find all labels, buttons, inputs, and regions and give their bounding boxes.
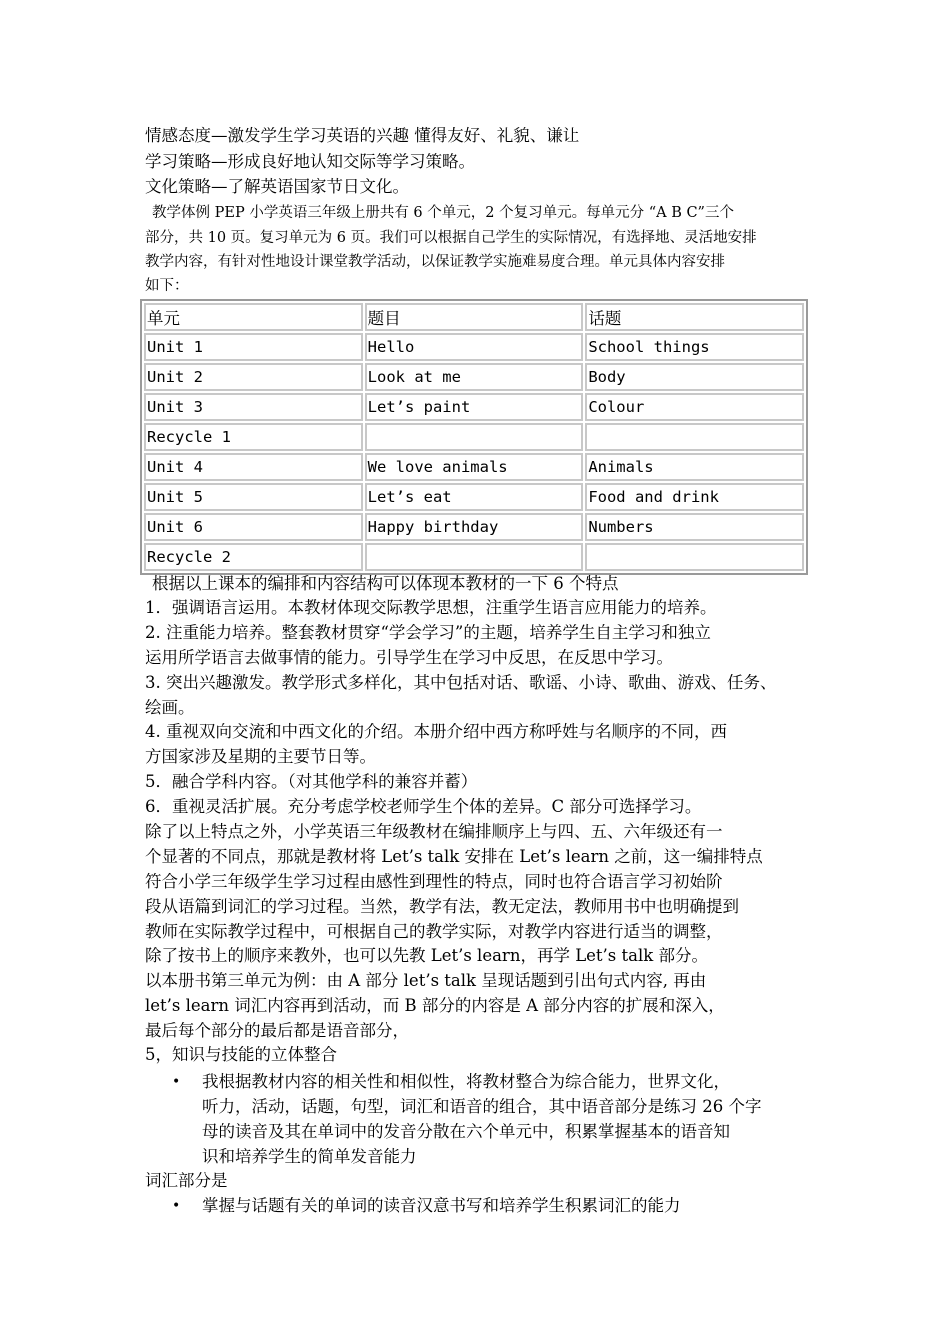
cell-unit: Unit 4	[144, 453, 363, 481]
table-row	[144, 483, 804, 511]
feature-line: 运用所学语言去做事情的能力。引导学生在学习中反思，在反思中学习。	[145, 648, 673, 667]
feature-line: 1．强调语言运用。本教材体现交际教学思想，注重学生语言应用能力的培养。	[145, 598, 717, 617]
bullet-icon: •	[172, 1198, 181, 1214]
para1-line-4: 如下：	[145, 278, 189, 294]
body-line: 除了以上特点之外，小学英语三年级教材在编排顺序上与四、五、六年级还有一	[145, 822, 723, 841]
cell-unit: Unit 5	[144, 483, 363, 511]
cell-unit: Unit 2	[144, 363, 363, 391]
bullet2-line-1: 掌握与话题有关的单词的读音汉意书写和培养学生积累词汇的能力	[202, 1196, 681, 1215]
body-line: 教师在实际教学过程中，可根据自己的教学实际，对教学内容进行适当的调整，	[145, 922, 723, 941]
table-row	[144, 423, 804, 451]
features-intro: 根据以上课本的编排和内容结构可以体现本教材的一下 6 个特点	[152, 574, 619, 593]
table-row	[144, 513, 804, 541]
cell-topic: Numbers	[585, 513, 804, 541]
header-title: 题目	[365, 303, 584, 331]
body-line: 符合小学三年级学生学习过程由感性到理性的特点，同时也符合语言学习初始阶	[145, 872, 723, 891]
feature-line: 3. 突出兴趣激发。教学形式多样化，其中包括对话、歌谣、小诗、歌曲、游戏、任务、	[145, 673, 777, 692]
body-line: 个显著的不同点，那就是教材将 Let’s talk 安排在 Let’s learn 之前，这一编排特点	[145, 847, 763, 866]
body-line: let’s learn 词汇内容再到活动，而 B 部分的内容是 A 部分内容的扩展和深入，	[145, 996, 725, 1015]
intro-line-2: 学习策略—形成良好地认知交际等学习策略。	[145, 152, 475, 171]
cell-topic: Food and drink	[585, 483, 804, 511]
section-heading: 5，知识与技能的立体整合	[145, 1045, 337, 1064]
cell-unit: Recycle 1	[144, 423, 363, 451]
cell-title: Hello	[365, 333, 584, 361]
cell-topic: Animals	[585, 453, 804, 481]
cell-title: Let’s eat	[365, 483, 584, 511]
feature-line: 2. 注重能力培养。整套教材贯穿“学会学习”的主题，培养学生自主学习和独立	[145, 623, 711, 642]
header-topic: 话题	[585, 303, 804, 331]
feature-line: 5．融合学科内容。（对其他学科的兼容并蓄）	[145, 772, 478, 791]
table-header-row	[144, 303, 804, 331]
header-unit: 单元	[144, 303, 363, 331]
intro-line-3: 文化策略—了解英语国家节日文化。	[145, 177, 409, 196]
para1-line-1: 教学体例 PEP 小学英语三年级上册共有 6 个单元，2 个复习单元。每单元分 “A B C”三个	[152, 205, 734, 221]
body-line: 以本册书第三单元为例：由 A 部分 let’s talk 呈现话题到引出句式内容, 再由	[145, 971, 707, 990]
cell-topic: School things	[585, 333, 804, 361]
cell-unit: Recycle 2	[144, 543, 363, 571]
bullet1-line-4: 识和培养学生的简单发音能力	[202, 1147, 417, 1166]
para1-line-2: 部分，共 10 页。复习单元为 6 页。我们可以根据自己学生的实际情况，有选择地、灵活地安排	[145, 230, 757, 246]
bullet-icon: •	[172, 1074, 181, 1090]
bullet1-line-1: 我根据教材内容的相关性和相似性，将教材整合为综合能力，世界文化，	[202, 1072, 730, 1091]
cell-topic	[585, 543, 804, 571]
table-row	[144, 333, 804, 361]
cell-title	[365, 543, 584, 571]
intro-line-1: 情感态度—激发学生学习英语的兴趣 懂得友好、礼貌、谦让	[145, 126, 580, 145]
feature-line: 方国家涉及星期的主要节日等。	[145, 747, 376, 766]
cell-title	[365, 423, 584, 451]
table-row	[144, 363, 804, 391]
feature-line: 4. 重视双向交流和中西文化的介绍。本册介绍中西方称呼姓与名顺序的不同，西	[145, 722, 727, 741]
cell-topic: Body	[585, 363, 804, 391]
vocab-heading: 词汇部分是	[145, 1171, 228, 1190]
feature-line: 绘画。	[145, 698, 195, 717]
body-line: 段从语篇到词汇的学习过程。当然，教学有法，教无定法，教师用书中也明确提到	[145, 897, 739, 916]
cell-topic: Colour	[585, 393, 804, 421]
cell-unit: Unit 1	[144, 333, 363, 361]
unit-table	[140, 299, 808, 575]
table-row	[144, 453, 804, 481]
cell-topic	[585, 423, 804, 451]
cell-unit: Unit 6	[144, 513, 363, 541]
cell-title: Look at me	[365, 363, 584, 391]
bullet1-line-2: 听力，活动，话题，句型，词汇和语音的组合，其中语音部分是练习 26 个字	[202, 1097, 762, 1116]
cell-title: Let’s paint	[365, 393, 584, 421]
cell-title: Happy birthday	[365, 513, 584, 541]
feature-line: 6．重视灵活扩展。充分考虑学校老师学生个体的差异。C 部分可选择学习。	[145, 797, 702, 816]
cell-title: We love animals	[365, 453, 584, 481]
para1-line-3: 教学内容，有针对性地设计课堂教学活动，以保证教学实施难易度合理。单元具体内容安排	[145, 254, 725, 270]
body-line: 最后每个部分的最后都是语音部分，	[145, 1021, 409, 1040]
bullet1-line-3: 母的读音及其在单词中的发音分散在六个单元中，积累掌握基本的语音知	[202, 1122, 730, 1141]
body-line: 除了按书上的顺序来教外，也可以先教 Let’s learn，再学 Let’s talk 部分。	[145, 946, 708, 965]
table-row	[144, 543, 804, 571]
cell-unit: Unit 3	[144, 393, 363, 421]
table-row	[144, 393, 804, 421]
